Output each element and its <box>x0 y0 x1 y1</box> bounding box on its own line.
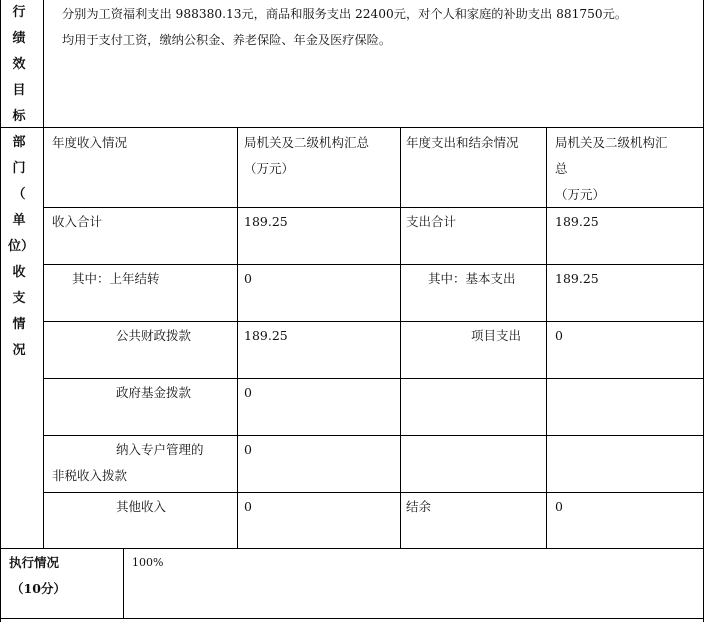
expense-label: 项目支出 <box>471 328 522 343</box>
expense-amount-header-line2: 总 <box>555 161 568 176</box>
side-char: 部 <box>12 135 26 150</box>
income-value: 0 <box>244 499 252 514</box>
income-value: 189.25 <box>244 214 288 229</box>
performance-target-text-line1: 分别为工资福利支出 988380.13元，商品和服务支出 22400元，对个人和家庭的补助支出 881750元。 <box>62 7 628 21</box>
execution-label-line2: （10分） <box>11 581 66 596</box>
expense-label: 支出合计 <box>406 214 457 229</box>
expense-amount-header-line3: （万元） <box>555 187 606 202</box>
performance-target-text-line2: 均用于支付工资，缴纳公积金、养老保险、年金及医疗保险。 <box>62 33 392 47</box>
side-char: 情 <box>12 317 26 332</box>
income-value: 0 <box>244 271 252 286</box>
income-label: 收入合计 <box>52 214 103 229</box>
side-char: （ <box>12 187 26 202</box>
side-char: 单 <box>12 213 26 228</box>
expense-amount-header-line1: 局机关及二级机构汇 <box>555 135 668 150</box>
expense-value: 189.25 <box>555 271 599 286</box>
income-amount-header-line1: 局机关及二级机构汇总 <box>244 135 370 150</box>
side-char: 目 <box>12 83 26 98</box>
side-char: 况 <box>12 343 26 358</box>
income-header: 年度收入情况 <box>52 135 128 150</box>
execution-value: 100% <box>132 556 164 569</box>
income-label-line2: 非税收入拨款 <box>52 468 128 483</box>
income-value: 0 <box>244 385 252 400</box>
income-label: 公共财政拨款 <box>116 328 192 343</box>
dept-income-expense-side-label <box>7 130 34 364</box>
income-value: 0 <box>244 442 252 457</box>
income-label-line1: 纳入专户管理的 <box>116 442 204 457</box>
expense-value: 0 <box>555 499 563 514</box>
side-char: 支 <box>12 291 26 306</box>
performance-target-side-label <box>10 0 28 130</box>
income-amount-header-line2: （万元） <box>244 161 295 176</box>
side-char: 位） <box>7 239 34 254</box>
income-label: 其他收入 <box>116 499 167 514</box>
expense-label: 结余 <box>406 499 432 514</box>
income-label: 政府基金拨款 <box>116 385 192 400</box>
side-char: 标 <box>12 109 26 124</box>
side-char: 效 <box>12 57 26 72</box>
side-char: 收 <box>12 265 26 280</box>
expense-value: 189.25 <box>555 214 599 229</box>
side-char: 绩 <box>12 31 26 46</box>
expense-label: 其中：基本支出 <box>428 271 516 286</box>
execution-label-line1: 执行情况 <box>9 555 60 570</box>
side-char: 门 <box>12 161 26 176</box>
expense-header: 年度支出和结余情况 <box>406 135 519 150</box>
income-label: 其中：上年结转 <box>72 271 160 286</box>
income-value: 189.25 <box>244 328 288 343</box>
expense-value: 0 <box>555 328 563 343</box>
side-char: 行 <box>12 5 26 20</box>
